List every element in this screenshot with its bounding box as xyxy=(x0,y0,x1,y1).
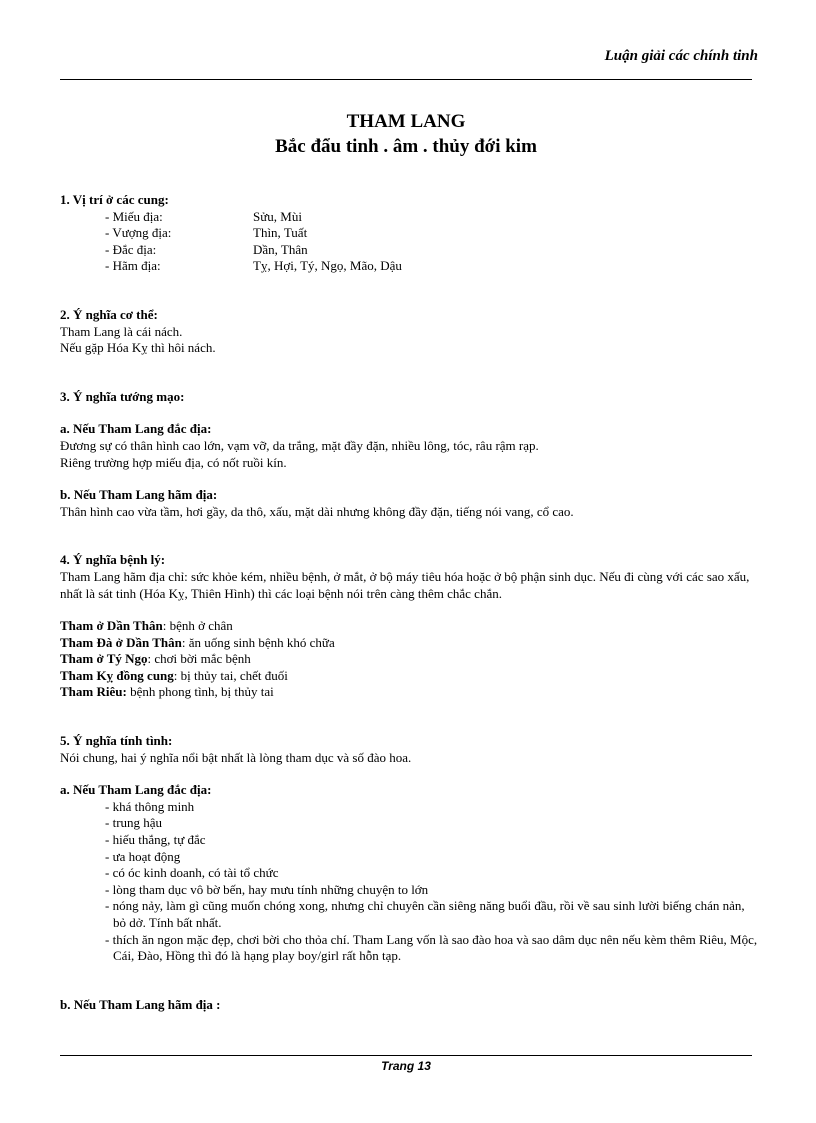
trait-list xyxy=(60,799,760,965)
page-title: THAM LANG xyxy=(346,111,466,132)
position-value: Dần, Thân xyxy=(253,241,308,257)
position-label: - Vượng địa: xyxy=(105,225,172,241)
list-item: - trung hậu xyxy=(105,815,163,831)
position-label: - Đắc địa: xyxy=(105,241,157,257)
list-item xyxy=(60,618,760,635)
header-divider xyxy=(60,79,752,80)
body-line: Nói chung, hai ý nghĩa nổi bật nhất là lòng tham dục và số đào hoa. xyxy=(60,749,412,765)
list-item xyxy=(60,684,760,701)
section-4-heading: 4. Ý nghĩa bệnh lý: xyxy=(60,552,166,568)
list-item: - thích ăn ngon mặc đẹp, chơi bời cho thỏa chí. Tham Lang vốn là sao đào hoa và sao dâm dục nên nếu kèm thêm Riêu, Mộc, Cái, Đào, Hồng thì đó là hạng play boy/girl rất hỗn tạp. xyxy=(105,931,758,964)
term-desc: : bị thủy tai, chết đuối xyxy=(173,667,288,683)
position-label: - Hãm địa: xyxy=(105,258,161,274)
position-row xyxy=(60,209,760,226)
term: Tham Kỵ đồng cung xyxy=(60,667,174,683)
term-desc: : bệnh ở chân xyxy=(162,618,233,634)
body-line: Riêng trường hợp miếu địa, có nốt ruồi kín. xyxy=(60,454,287,470)
term: Tham ở Dần Thân xyxy=(60,618,163,634)
list-item xyxy=(60,651,760,668)
document-body xyxy=(60,192,760,1013)
section-3-heading: 3. Ý nghĩa tướng mạo: xyxy=(60,388,185,404)
body-line: Tham Lang là cái nách. xyxy=(60,323,183,339)
list-item: - khá thông minh xyxy=(105,798,195,814)
position-value: Tỵ, Hợi, Tý, Ngọ, Mão, Dậu xyxy=(253,258,402,274)
position-value: Thìn, Tuất xyxy=(253,225,308,241)
term-desc: bệnh phong tình, bị thủy tai xyxy=(126,684,274,700)
section-2-heading: 2. Ý nghĩa cơ thể: xyxy=(60,306,158,322)
subsection-heading: b. Nếu Tham Lang hãm địa : xyxy=(60,996,221,1012)
term: Tham Riêu: xyxy=(60,684,127,700)
list-item: - nóng nảy, làm gì cũng muốn chóng xong, nhưng chỉ chuyên cần siêng năng buổi đầu, rồi về sau sinh lười biếng chán nản, bỏ dở. Tính bất nhất. xyxy=(105,898,745,930)
position-label: - Miếu địa: xyxy=(105,208,163,224)
list-item: - hiếu thắng, tự đắc xyxy=(105,832,206,848)
section-5-heading: 5. Ý nghĩa tính tình: xyxy=(60,733,173,749)
body-line: Thân hình cao vừa tầm, hơi gầy, da thô, xấu, mặt dài nhưng không đầy đặn, tiếng nói vang, cổ cao. xyxy=(60,503,574,519)
position-row xyxy=(60,242,760,259)
body-line: Nếu gặp Hóa Kỵ thì hôi nách. xyxy=(60,340,216,356)
list-item xyxy=(60,668,760,685)
term: Tham Đà ở Dần Thân xyxy=(60,634,182,650)
body-paragraph: Tham Lang hãm địa chỉ: sức khỏe kém, nhiều bệnh, ở mắt, ở bộ máy tiêu hóa hoặc ở bộ phận sinh dục. Nếu đi cùng với các sao xấu, nhất là sát tinh (Hóa Kỵ, Thiên Hình) thì các loại bệnh nói trên càng thêm chắc chắn. xyxy=(60,568,750,601)
header-title: Luận giải các chính tinh xyxy=(604,48,758,64)
footer-divider xyxy=(60,1055,752,1056)
subsection-heading: a. Nếu Tham Lang đắc địa: xyxy=(60,782,212,798)
term: Tham ở Tý Ngọ xyxy=(60,651,148,667)
section-1-heading: 1. Vị trí ở các cung: xyxy=(60,192,169,207)
term-desc: : ăn uống sinh bệnh khó chữa xyxy=(181,634,335,650)
term-desc: : chơi bời mắc bệnh xyxy=(147,651,251,667)
list-item: - lòng tham dục vô bờ bến, hay mưu tính những chuyện to lớn xyxy=(105,881,429,897)
subsection-heading: a. Nếu Tham Lang đắc địa: xyxy=(60,421,212,437)
page-subtitle: Bắc đẩu tinh . âm . thủy đới kim xyxy=(275,136,537,157)
title-block xyxy=(60,110,752,160)
position-value: Sửu, Mùi xyxy=(253,208,302,224)
page-number: Trang 13 xyxy=(381,1059,431,1073)
body-line: Đương sự có thân hình cao lớn, vạm vỡ, da trắng, mặt đầy đặn, nhiều lông, tóc, râu rậm rạp. xyxy=(60,437,539,453)
list-item: - ưa hoạt động xyxy=(105,848,181,864)
position-row xyxy=(60,258,760,275)
subsection-heading: b. Nếu Tham Lang hãm địa: xyxy=(60,487,218,503)
list-item: - có óc kinh doanh, có tài tổ chức xyxy=(105,865,279,881)
position-row xyxy=(60,225,760,242)
list-item xyxy=(60,635,760,652)
